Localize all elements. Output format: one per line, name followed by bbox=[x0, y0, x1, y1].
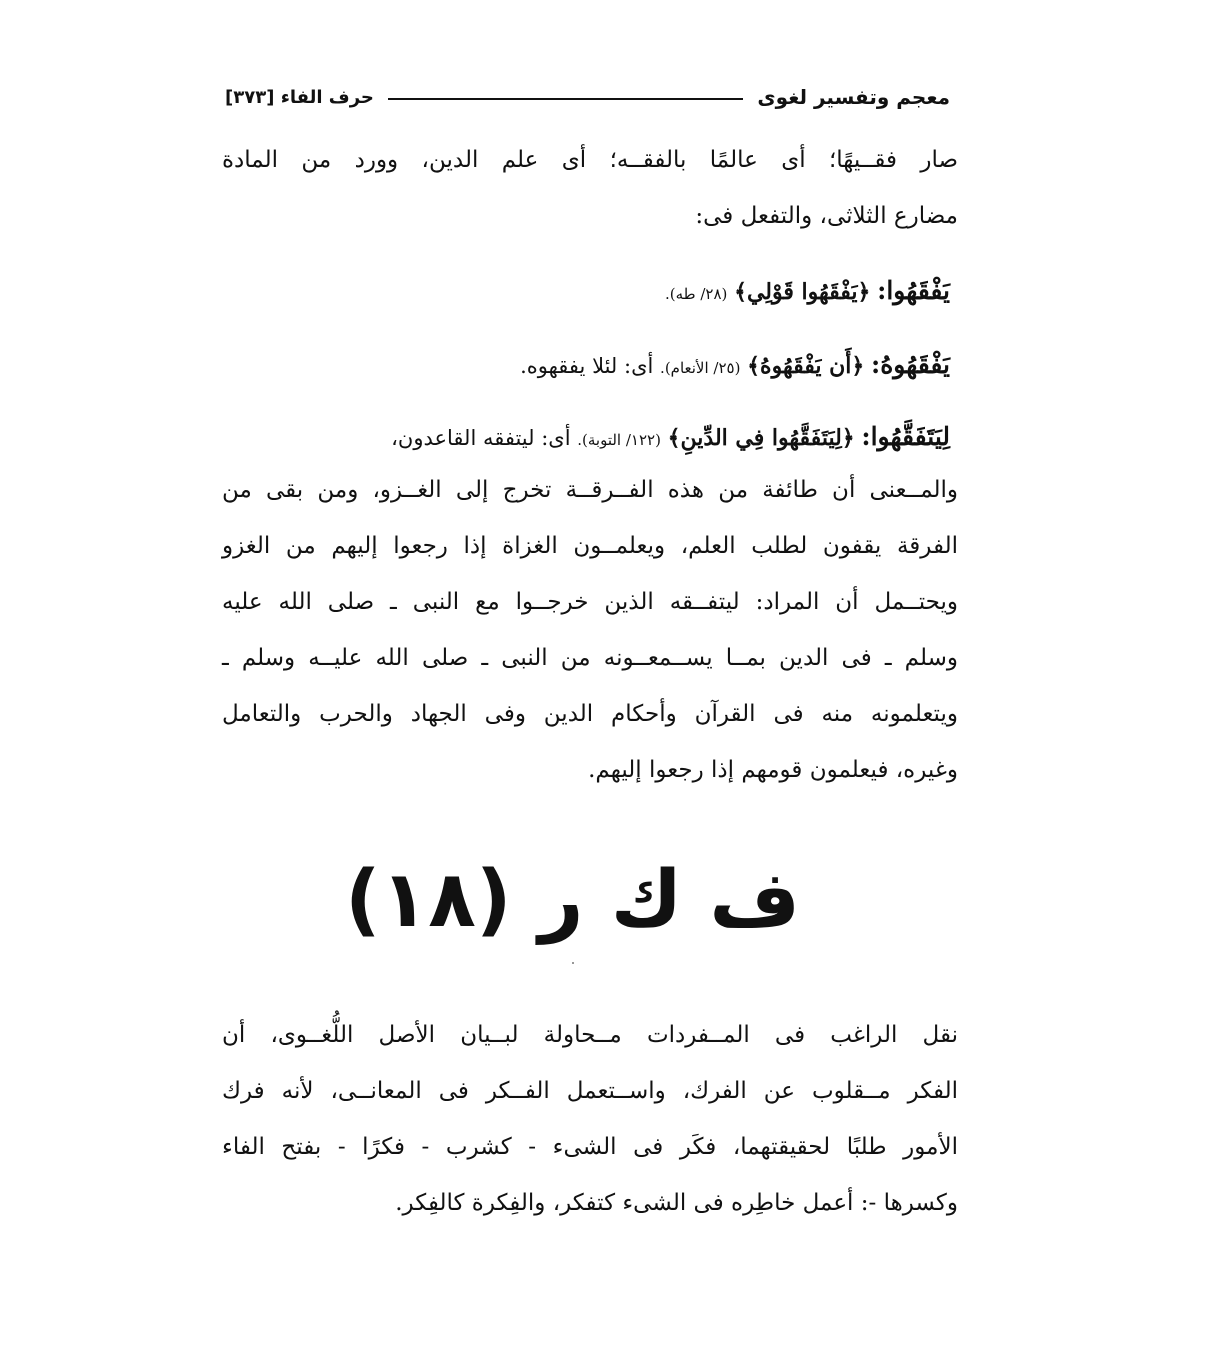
root-section-title: ف ك ر (١٨) bbox=[345, 855, 800, 945]
text-line: ويحتــمل أن المراد: ليتفــقه الذين خرجــوا مع النبى ـ صلى الله عليه bbox=[222, 589, 958, 615]
headword: يَفْقَهُوهُ: bbox=[870, 350, 950, 379]
text-line: والمــعنى أن طائفة من هذه الفــرقــة تخرج إلى الغــزو، ومن بقى من bbox=[222, 477, 958, 503]
text-line: الأمور طلبًا لحقيقتهما، فكَر فى الشىء - كشرب - فكرًا - بفتح الفاء bbox=[222, 1134, 958, 1160]
text-line: وكسرها -: أعمل خاطِره فى الشىء كتفكر، والفِكرة كالفِكر. bbox=[395, 1190, 958, 1216]
text-line: الفكر مــقلوب عن الفرك، واســتعمل الفــكر فى المعانــى، لأنه فرك bbox=[222, 1078, 958, 1104]
verse-note: أى: ليتفقه القاعدون، bbox=[391, 426, 571, 450]
headword: لِيَتَفَقَّهُوا: bbox=[861, 422, 950, 451]
header-rule bbox=[388, 98, 743, 100]
verse-entry-2 bbox=[520, 340, 950, 390]
intro-paragraph bbox=[222, 132, 958, 244]
verse-reference: (١٢٢/ التوبة). bbox=[577, 431, 661, 449]
verse-entry-1 bbox=[665, 266, 950, 316]
text-line: وغيره، فيعلمون قومهم إذا رجعوا إليهم. bbox=[588, 757, 958, 783]
quran-quote: ﴿يَفْقَهُوا قَوْلِي﴾ bbox=[734, 279, 871, 305]
verse-reference: (٢٨/ طه). bbox=[664, 285, 728, 303]
text-line: نقل الراغب فى المــفردات مــحاولة لبــيان الأصل اللُّغــوى، أن bbox=[222, 1022, 958, 1048]
text-line: وسلم ـ فى الدين بمــا يســمعــونه من النبى ـ صلى الله عليــه وسلم ـ bbox=[222, 645, 958, 671]
text-line: مضارع الثلاثى، والتفعل فى: bbox=[695, 203, 958, 229]
root-definition-paragraph bbox=[222, 1007, 958, 1231]
text-line: صار فقــيهًا؛ أى عالمًا بالفقــه؛ أى علم الدين، وورد من المادة bbox=[222, 147, 958, 173]
quran-quote: ﴿أَن يَفْقَهُوهُ﴾ bbox=[747, 353, 865, 379]
explanation-paragraph bbox=[222, 462, 958, 798]
page-reference: حرف الفاء [٣٧٣] bbox=[225, 86, 374, 108]
verse-reference: (٢٥/ الأنعام). bbox=[660, 359, 741, 377]
verse-note: أى: لئلا يفقهوه. bbox=[520, 354, 654, 378]
quran-quote: ﴿لِيَتَفَقَّهُوا فِي الدِّينِ﴾ bbox=[667, 425, 855, 451]
text-line: ويتعلمونه منه فى القرآن وأحكام الدين وفى الجهاد والحرب والتعامل bbox=[222, 701, 958, 727]
book-title: معجم وتفسير لغوى bbox=[757, 85, 950, 109]
scan-speck bbox=[572, 962, 574, 964]
text-line: الفرقة يقفون لطلب العلم، ويعلمــون الغزاة إذا رجعوا إليهم من الغزو bbox=[222, 533, 959, 559]
running-header bbox=[225, 80, 950, 114]
verse-entry-3 bbox=[391, 412, 950, 462]
headword: يَفْقَهُوا: bbox=[877, 276, 950, 305]
